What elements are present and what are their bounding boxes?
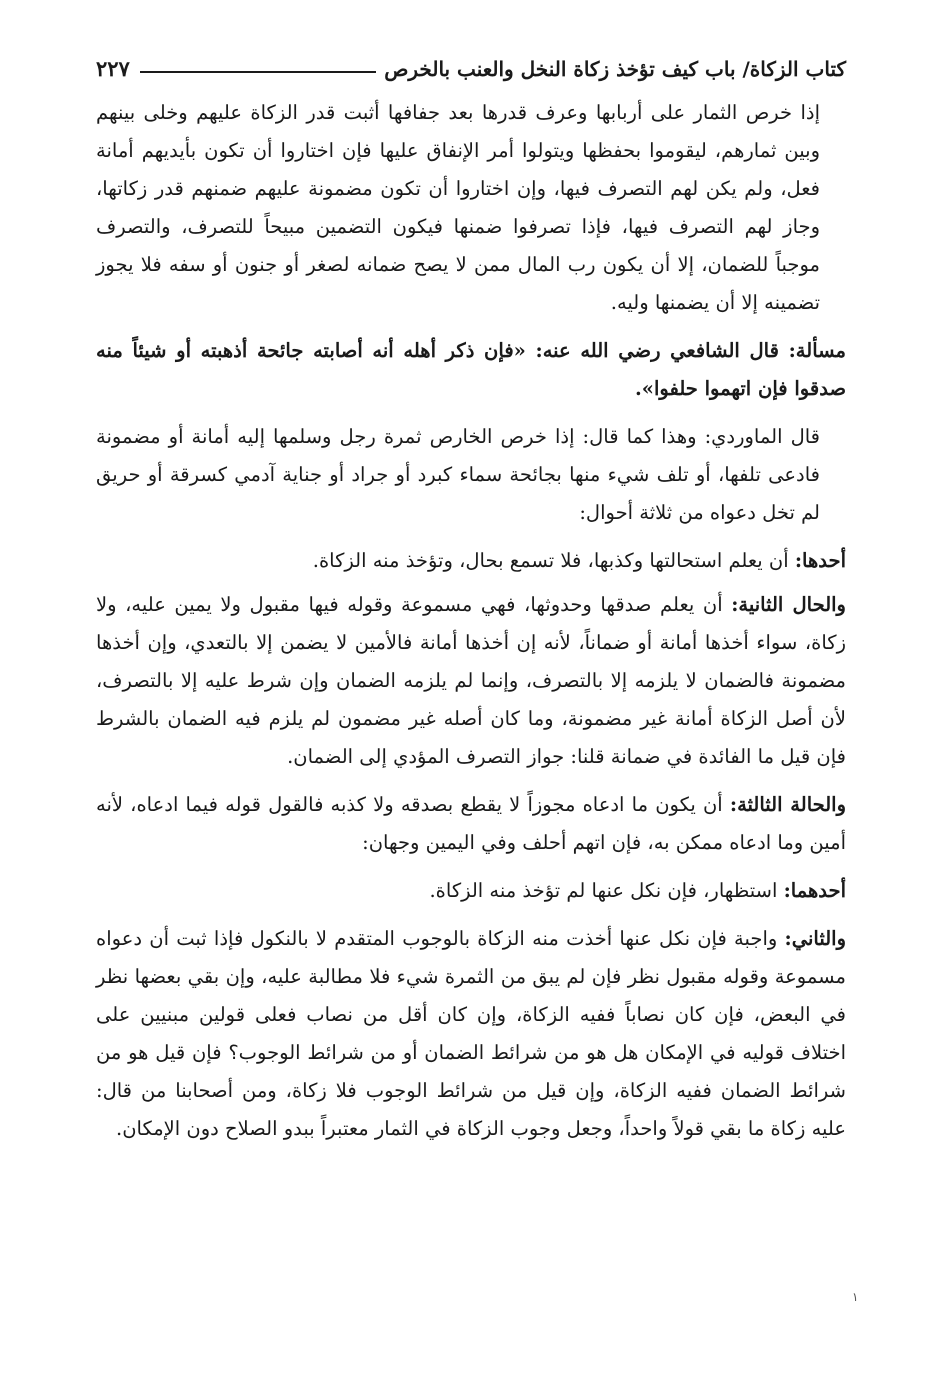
paragraph-text: أن يكون ما ادعاه مجوزاً لا يقطع بصدقه ولا كذبه فالقول قوله فيما ادعاه، لأنه أمين وما ادعاه ممكن به، فإن اتهم أحلف وفي اليمين وجهان: (96, 793, 846, 854)
paragraph-lead: والحال الثانية: (731, 593, 846, 616)
running-header (96, 50, 846, 88)
body-text (96, 94, 846, 1148)
paragraph-lead: أحدها: (794, 549, 846, 572)
paragraph-second-view (96, 920, 846, 1148)
paragraph-text: قال الماوردي: وهذا كما قال: إذا خرص الخارص ثمرة رجل وسلمها إليه أمانة أو مضمونة فادعى تلفها، أو تلف شيء منها بجائحة سماء كبرد أو جراد أو جناية آدمي كسرقة أو حريق لم تخل دعواه من ثلاثة أحوال: (96, 425, 820, 524)
paragraph-lead: أحدهما: (783, 879, 846, 902)
page-number: ٢٢٧ (96, 56, 130, 81)
paragraph-lead: والحالة الثالثة: (729, 793, 846, 816)
paragraph-text: استظهار، فإن نكل عنها لم تؤخذ منه الزكاة. (429, 879, 778, 902)
paragraph-text: أن يعلم صدقها وحدوثها، فهي مسموعة وقوله فيها مقبول ولا يمين عليه، ولا زكاة، سواء أخذها أمانة أو ضماناً، لأنه إن أخذها أمانة فالأمين لا يضمن إلا بالتعدي، وإن أخذها مضمونة فالضمان لا يلزمه إلا بالتصرف، وإنما لم يلزمه الضمان وإن شرط عليه إلا بالتصرف، لأن أصل الزكاة أمانة غير مضمونة، وما كان أصله غير مضمون لم يلزم فيه الضمان بالشرط فإن قيل ما الفائدة في ضمانة قلنا: جواز التصرف المؤدي إلى الضمان. (96, 593, 846, 768)
paragraph-text: قال الشافعي رضي الله عنه: «فإن ذكر أهله أنه أصابته جائحة أذهبته أو شيئاً منه صدقوا فإن اتهموا حلفوا». (96, 339, 846, 400)
paragraph-text: إذا خرص الثمار على أربابها وعرف قدرها بعد جفافها أثبت قدر الزكاة عليهم وخلى بينهم وبين ثمارهم، ليقوموا بحفظها ويتولوا أمر الإنفاق عليها فإن اختاروا أن تكون بأيديهم أمانة فعل، ولم يكن لهم التصرف فيها، وإن اختاروا أن تكون مضمونة عليهم ضمنهم قدر زكاتها، وجاز لهم التصرف فيها، فإذا تصرفوا ضمنها فيكون التضمين مبيحاً للتصرف، والتصرف موجباً للضمان، إلا أن يكون رب المال ممن لا يصح ضمانه لصغر أو جنون أو سفه فلا يجوز تضمينه إلا أن يضمنها وليه. (96, 101, 820, 314)
header-rule (140, 71, 376, 73)
paragraph-lead: والثاني: (784, 927, 846, 950)
paragraph-first-case (96, 542, 846, 580)
paragraph-first-view (96, 872, 846, 910)
paragraph-third-case (96, 786, 846, 862)
paragraph-masala (96, 332, 846, 408)
paragraph-kharas-intro (96, 94, 846, 322)
margin-mark: ١ (852, 1290, 859, 1304)
paragraph-lead: مسألة: (788, 339, 846, 362)
paragraph-second-case (96, 586, 846, 776)
paragraph-mawardi (96, 418, 846, 532)
paragraph-text: أن يعلم استحالتها وكذبها، فلا تسمع بحال، وتؤخذ منه الزكاة. (312, 549, 789, 572)
chapter-title: كتاب الزكاة/ باب كيف تؤخذ زكاة النخل والعنب بالخرص (384, 57, 846, 81)
paragraph-text: واجبة فإن نكل عنها أخذت منه الزكاة بالوجوب المتقدم لا بالنكول فإذا ثبت أن دعواه مسموعة وقوله مقبول نظر فإن لم يبق من الثمرة شيء فلا مطالبة عليه، وإن بقي بعضها نظر في البعض، فإن كان نصاباً ففيه الزكاة، وإن كان أقل من نصاب فعلى قولين مبنيين على اختلاف قوليه في الإمكان هل هو من شرائط الضمان أو من شرائط الوجوب؟ فإن قيل هو من شرائط الضمان ففيه الزكاة، وإن قيل من شرائط الوجوب فلا زكاة، ومن أصحابنا من قال: عليه زكاة ما بقي قولاً واحداً، وجعل وجوب الزكاة في الثمار معتبراً ببدو الصلاح دون الإمكان. (96, 927, 846, 1140)
